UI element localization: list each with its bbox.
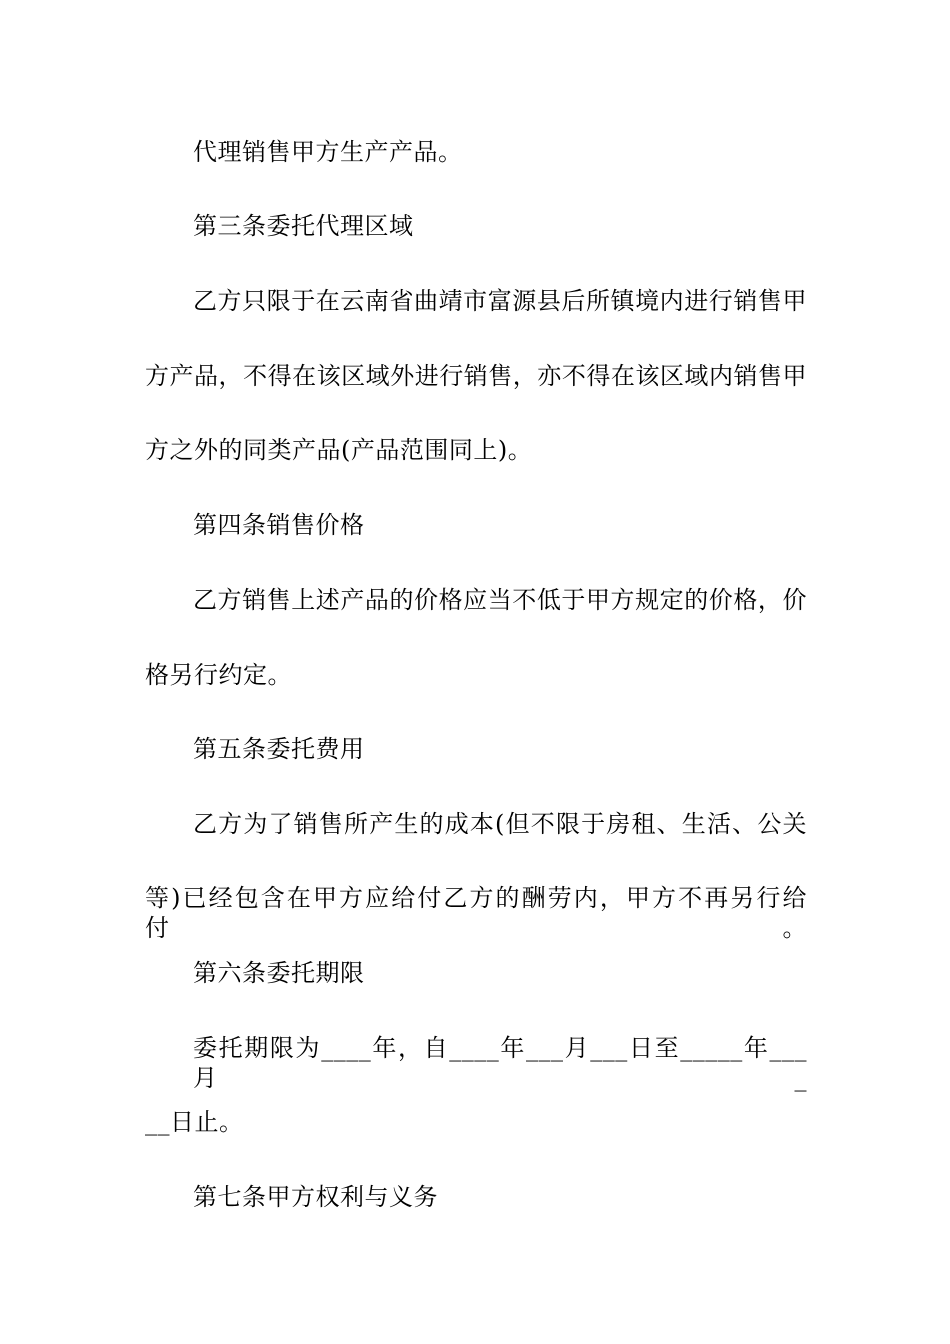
section-heading: 第七条甲方权利与义务 — [193, 1183, 438, 1211]
text-line: 乙方只限于在云南省曲靖市富源县后所镇境内进行销售甲 — [193, 287, 807, 315]
section-heading: 第五条委托费用 — [193, 735, 365, 763]
text-line: 代理销售甲方生产产品。 — [193, 138, 463, 166]
text-line: 乙方销售上述产品的价格应当不低于甲方规定的价格，价 — [193, 586, 807, 614]
text-line: 格另行约定。 — [145, 661, 292, 689]
text-line: 乙方为了销售所产生的成本(但不限于房租、生活、公关 — [193, 810, 807, 838]
text-line: 委托期限为____年，自____年___月___日至_____年___月_ — [193, 1034, 807, 1092]
text-line: 方产品，不得在该区域外进行销售，亦不得在该区域内销售甲 — [145, 362, 807, 390]
text-line: 方之外的同类产品(产品范围同上)。 — [145, 436, 533, 464]
text-line: 等)已经包含在甲方应给付乙方的酬劳内，甲方不再另行给付。 — [145, 884, 807, 942]
section-heading: 第三条委托代理区域 — [193, 212, 414, 240]
section-heading: 第四条销售价格 — [193, 511, 365, 539]
section-heading: 第六条委托期限 — [193, 959, 365, 987]
text-line: __日止。 — [145, 1108, 244, 1136]
